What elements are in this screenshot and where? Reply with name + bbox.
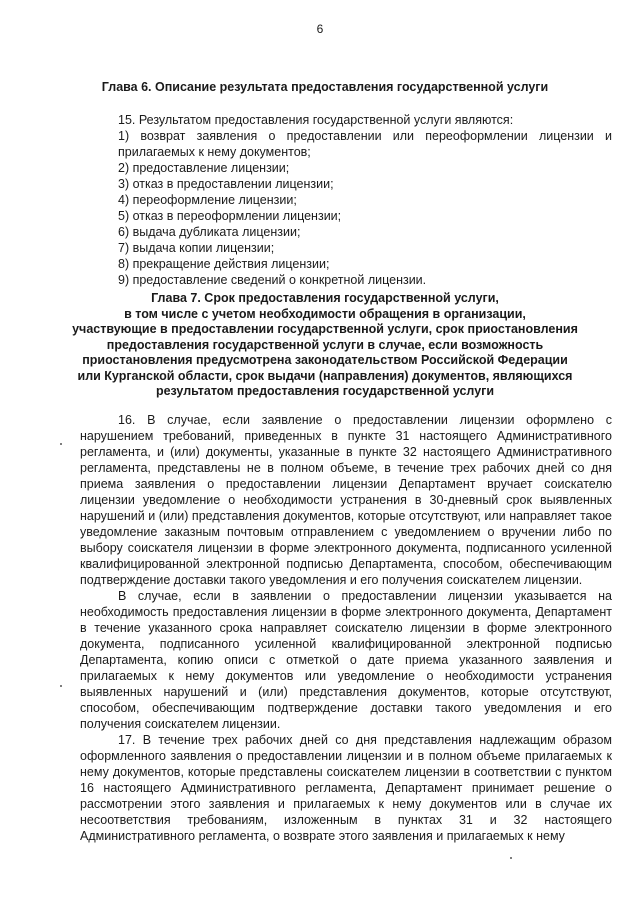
page-number: 6 (316, 22, 324, 36)
scan-speck (60, 685, 62, 687)
chapter-7-body (80, 412, 612, 844)
heading-line: приостановления предусмотрена законодательством Российской Федерации (82, 353, 568, 367)
clause-16-paragraph: 16. В случае, если заявление о предоставлении лицензии оформлено с нарушением требований, приведенных в пункте 31 настоящего Административного регламента, и (или) документы, указанные в пункте 32 настоящего Административного регламента, представлены не в полном объеме, в течение трех рабочих дней со дня приема заявления о предоставлении лицензии Департамент вручает соискателю лицензии уведомление о необходимости устранения в 30-дневный срок выявленных нарушений и (или) представления документов, которые отсутствуют, или направляет такое уведомление заказным почтовым отправлением с уведомлением о вручении либо по выбору соискателя лицензии в форме электронного документа, подписанного усиленной квалифицированной электронной подписью Департамента, способом, обеспечивающим подтверждение доставки такого уведомления и его получения соискателем лицензии. (80, 413, 612, 587)
list-item: 2) предоставление лицензии; (118, 161, 290, 175)
clause-15-intro: 15. Результатом предоставления государственной услуги являются: (118, 113, 514, 127)
chapter-6-heading: Глава 6. Описание результата предоставления государственной услуги (101, 80, 549, 94)
heading-line: или Курганской области, срок выдачи (направления) документов, являющихся (77, 368, 573, 383)
list-item: 6) выдача дубликата лицензии; (118, 225, 301, 239)
chapter-7-heading (60, 291, 590, 400)
list-item: 9) предоставление сведений о конкретной лицензии. (118, 273, 427, 287)
result-list (80, 112, 612, 288)
clause-17-paragraph: 17. В течение трех рабочих дней со дня представления надлежащим образом оформленного заявления о предоставлении лицензии и в полном объеме прилагаемых к нему документов, которые представлены соискателем лицензии в соответствии с пунктом 16 настоящего Административного регламента, Департамент принимает решение о рассмотрении этого заявления и прилагаемых к нему документов или в случае их несоответствия требованиям, изложенным в пунктах 31 и 32 настоящего Административного регламента, о возврате этого заявления и прилагаемых к нему (80, 733, 612, 843)
list-item: 3) отказ в предоставлении лицензии; (118, 177, 334, 191)
heading-line: в том числе с учетом необходимости обращения в организации, (124, 306, 526, 321)
heading-line: результатом предоставления государственной услуги (155, 384, 495, 398)
scan-speck (510, 857, 512, 859)
list-item: 7) выдача копии лицензии; (118, 241, 275, 255)
list-item: 4) переоформление лицензии; (118, 193, 297, 207)
list-item: 5) отказ в переоформлении лицензии; (118, 209, 342, 223)
list-item: 1) возврат заявления о предоставлении или переоформлении лицензии и прилагаемых к нему документов; (118, 129, 612, 159)
heading-line: предоставления государственной услуги в случае, если возможность (106, 337, 544, 352)
list-item: 8) прекращение действия лицензии; (118, 257, 330, 271)
clause-16-electronic-paragraph: В случае, если в заявлении о предоставлении лицензии указывается на необходимость предоставления лицензии в форме электронного документа, Департамент в течение указанного срока направляет соискателю лицензии в форме электронного документа, подписанного усиленной квалифицированной электронной подписью Департамента, копию описи с отметкой о дате приема указанного заявления и прилагаемых к нему документов или уведомление о необходимости устранения выявленных нарушений и (или) представления документов, которые отсутствуют, способом, обеспечивающим подтверждение доставки такого уведомления и его получения соискателем лицензии. (80, 589, 612, 731)
scan-speck (60, 443, 62, 445)
heading-line: Глава 7. Срок предоставления государственной услуги, (151, 291, 499, 305)
heading-line: участвующие в предоставлении государственной услуги, срок приостановления (72, 322, 578, 336)
